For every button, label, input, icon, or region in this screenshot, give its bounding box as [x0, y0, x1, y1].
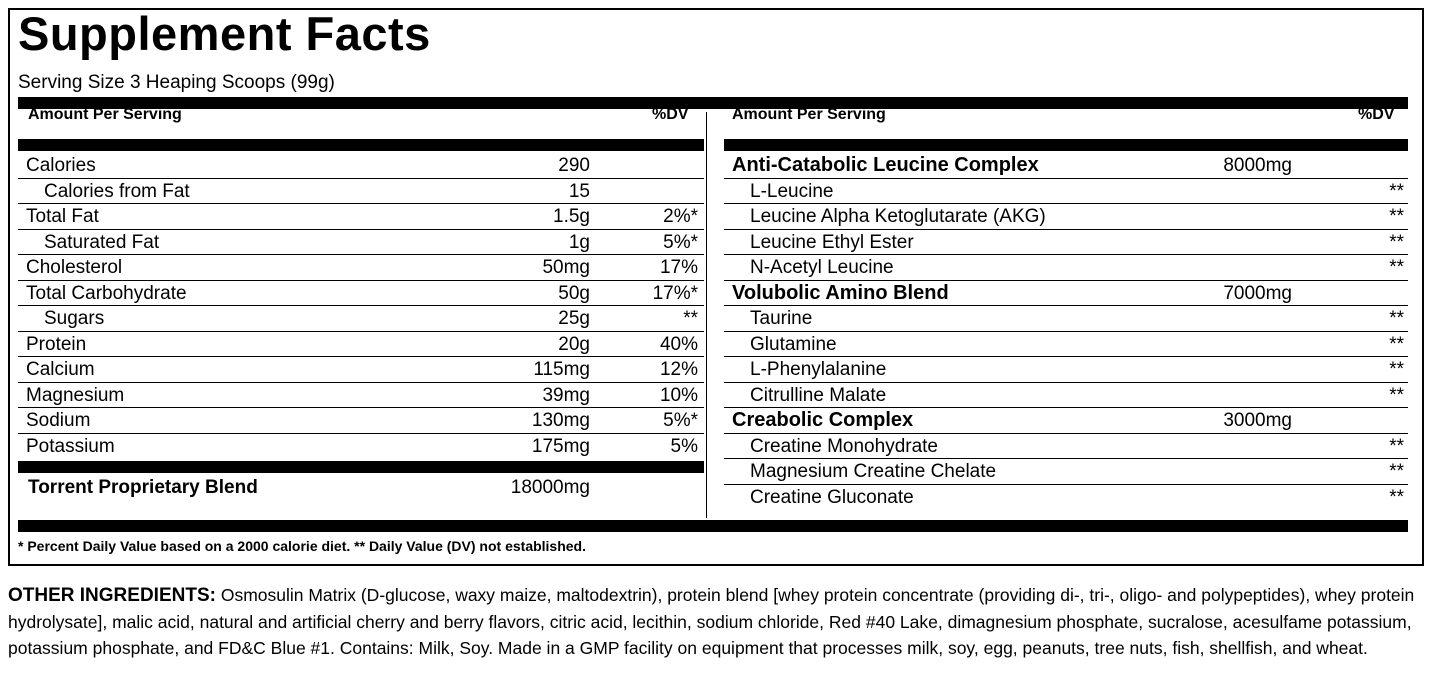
panel-title: Supplement Facts	[18, 7, 431, 60]
blend-ingredient-row	[732, 230, 1404, 255]
blend-ingredient-row	[732, 204, 1404, 229]
nutrient-dv: **	[683, 308, 698, 329]
nutrient-amount: 290	[558, 155, 590, 176]
blend-ingredient-row	[732, 179, 1404, 204]
nutrient-amount: 130mg	[531, 410, 590, 431]
nutrient-row	[26, 281, 698, 306]
nutrient-row	[26, 383, 698, 408]
nutrient-amount: 25g	[558, 308, 590, 329]
blend-ingredient-name: Magnesium Creatine Chelate	[750, 461, 997, 482]
blend-ingredient-dv: **	[1389, 206, 1404, 227]
nutrient-amount: 1g	[568, 231, 590, 253]
nutrient-dv: 10%	[659, 384, 698, 406]
nutrient-name: Potassium	[26, 435, 115, 457]
nutrient-amount: 20g	[558, 333, 590, 355]
blend-ingredient-name: Volubolic Amino Blend	[732, 281, 949, 304]
blend-ingredient-amount: 8000mg	[1223, 155, 1292, 176]
blend-ingredient-row	[732, 408, 1404, 433]
blend-ingredient-name: L-Phenylalanine	[750, 359, 887, 380]
nutrient-dv: 5%*	[663, 231, 698, 253]
nutrient-amount: 15	[568, 180, 590, 202]
blend-ingredient-row	[732, 153, 1404, 178]
left-dv-header: %DV	[652, 106, 689, 123]
header-rule-right	[724, 139, 1408, 151]
blend-ingredient-dv: **	[1389, 435, 1404, 457]
nutrient-amount: 39mg	[542, 384, 590, 406]
nutrient-dv: 5%*	[663, 410, 698, 431]
nutrient-row	[26, 332, 698, 357]
blend-ingredient-row	[732, 357, 1404, 382]
nutrient-name: Total Carbohydrate	[26, 282, 187, 304]
nutrient-name: Magnesium	[26, 384, 125, 406]
blend-ingredient-dv: **	[1389, 333, 1404, 355]
column-divider	[706, 112, 707, 518]
blend-ingredient-row	[732, 434, 1404, 459]
nutrient-amount: 50mg	[542, 257, 590, 278]
blend-ingredient-row	[732, 459, 1404, 484]
blend-ingredient-dv: **	[1389, 231, 1404, 253]
blend-ingredient-amount: 7000mg	[1223, 282, 1292, 304]
blend-ingredient-row	[732, 383, 1404, 408]
nutrient-dv: 5%	[670, 435, 698, 457]
other-ingredients-text: Osmosulin Matrix (D-glucose, waxy maize, maltodextrin), protein blend [whey protein concentrate (providing di-, tri-, oligo- and polypeptides), whey protein hydrolysate], malic acid, natural and artificial cherry and berry flavors, citric acid, lecithin, sodium chloride, Red #40 Lake, dimagnesium phosphate, sucralose, acesulfame potassium, potassium phosphate, and FD&C Blue #1. Contains: Milk, Soy. Made in a GMP facility on equipment that processes milk, soy, egg, peanuts, tree nuts, fish, shellfish, and wheat.	[8, 585, 1415, 658]
nutrient-name: Calories	[26, 155, 96, 176]
header-rule-left	[18, 139, 704, 151]
nutrient-amount: 50g	[558, 282, 590, 304]
other-ingredients-lead: OTHER INGREDIENTS:	[8, 585, 216, 606]
nutrient-row	[26, 255, 698, 280]
proprietary-blend-amount: 18000mg	[510, 477, 590, 498]
nutrient-name: Saturated Fat	[44, 231, 160, 253]
nutrient-row	[26, 306, 698, 331]
nutrient-row	[26, 204, 698, 229]
nutrient-name: Cholesterol	[26, 257, 123, 278]
nutrient-dv: 2%*	[663, 206, 698, 227]
blend-ingredient-name: Creatine Monohydrate	[750, 435, 938, 457]
blend-ingredient-row	[732, 332, 1404, 357]
nutrient-name: Calories from Fat	[44, 180, 190, 202]
nutrient-amount: 175mg	[531, 435, 590, 457]
blend-ingredient-row	[732, 485, 1404, 510]
blend-ingredient-name: Creabolic Complex	[732, 409, 914, 431]
nutrient-row	[26, 434, 698, 459]
right-amount-header: Amount Per Serving	[732, 106, 886, 123]
proprietary-blend-name: Torrent Proprietary Blend	[28, 477, 258, 498]
blend-ingredient-dv: **	[1389, 461, 1404, 482]
blend-ingredient-row	[732, 255, 1404, 280]
blend-ingredient-dv: **	[1389, 257, 1404, 278]
nutrient-row	[26, 230, 698, 255]
blend-ingredient-dv: **	[1389, 359, 1404, 380]
nutrient-name: Sodium	[26, 410, 91, 431]
left-amount-header: Amount Per Serving	[28, 106, 182, 123]
other-ingredients	[8, 582, 1428, 661]
blend-ingredient-dv: **	[1389, 308, 1404, 329]
blend-ingredient-dv: **	[1389, 384, 1404, 406]
blend-ingredient-name: Citrulline Malate	[750, 384, 887, 406]
nutrient-name: Calcium	[26, 359, 95, 380]
nutrient-row	[26, 357, 698, 382]
blend-ingredient-row	[732, 281, 1404, 306]
proprietary-blend-row	[28, 475, 604, 500]
serving-size: Serving Size 3 Heaping Scoops (99g)	[18, 72, 335, 93]
blend-ingredient-amount: 3000mg	[1223, 410, 1292, 431]
nutrient-row	[26, 408, 698, 433]
nutrient-name: Sugars	[44, 308, 105, 329]
blend-ingredient-name: Leucine Ethyl Ester	[750, 231, 914, 253]
nutrient-dv: 12%	[659, 359, 698, 380]
blend-ingredient-dv: **	[1389, 486, 1404, 508]
blend-ingredient-name: Creatine Gluconate	[750, 486, 914, 508]
blend-ingredient-dv: **	[1389, 180, 1404, 202]
nutrient-name: Protein	[26, 333, 87, 355]
nutrient-dv: 40%	[659, 333, 698, 355]
right-dv-header: %DV	[1358, 106, 1395, 123]
blend-ingredient-name: Taurine	[750, 308, 813, 329]
blend-ingredient-name: L-Leucine	[750, 180, 834, 202]
blend-ingredient-name: N-Acetyl Leucine	[750, 257, 894, 278]
nutrient-row	[26, 153, 698, 178]
thick-rule-bottom	[18, 520, 1408, 532]
nutrient-amount: 115mg	[533, 359, 590, 380]
blend-rule	[18, 461, 704, 473]
blend-ingredient-name: Glutamine	[750, 333, 837, 355]
nutrient-dv: 17%*	[652, 282, 698, 304]
nutrient-amount: 1.5g	[553, 206, 590, 227]
nutrient-row	[26, 179, 698, 204]
blend-ingredient-name: Leucine Alpha Ketoglutarate (AKG)	[750, 206, 1046, 227]
nutrient-name: Total Fat	[26, 206, 99, 227]
footnote: * Percent Daily Value based on a 2000 calorie diet. ** Daily Value (DV) not established.	[18, 538, 586, 554]
blend-ingredient-name: Anti-Catabolic Leucine Complex	[732, 154, 1039, 176]
nutrient-dv: 17%	[659, 257, 698, 278]
thick-rule-top	[18, 97, 1408, 109]
blend-ingredient-row	[732, 306, 1404, 331]
